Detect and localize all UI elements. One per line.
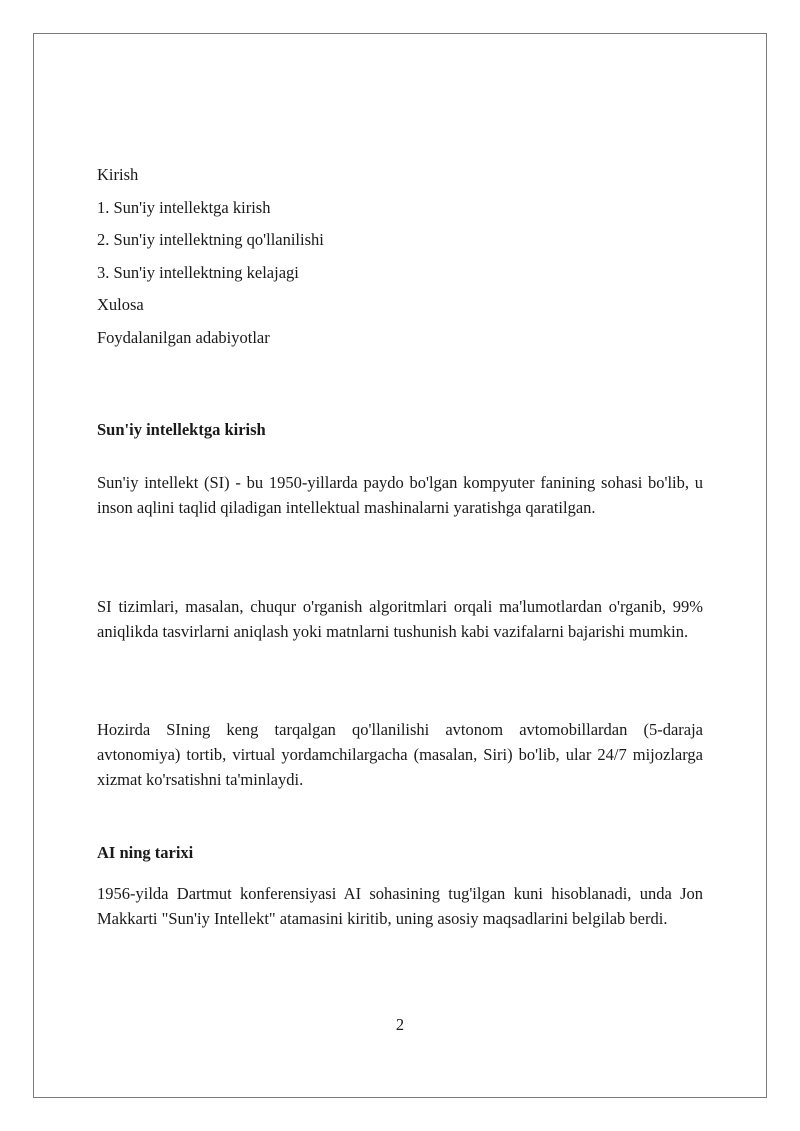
toc-item-xulosa: Xulosa xyxy=(97,295,144,314)
paragraph-intro-1: Sun'iy intellekt (SI) - bu 1950-yillarda paydo bo'lgan kompyuter fanining sohasi bo'lib, u inson aqlini taqlid qiladigan intellektual mashinalarni yaratishga qaratilgan. xyxy=(97,473,703,517)
toc-item-adabiyotlar: Foydalanilgan adabiyotlar xyxy=(97,327,270,347)
section-heading-intro: Sun'iy intellektga kirish xyxy=(97,420,266,439)
toc-item-1: 1. Sun'iy intellektga kirish xyxy=(97,197,271,217)
paragraph-intro-3: Hozirda SIning keng tarqalgan qo'llanilishi avtonom avtomobillardan (5-daraja avtonomiya) tortib, virtual yordamchilargacha (masalan, Siri) bo'lib, ular 24/7 mijozlarga xizmat ko'rsatishni ta'minlaydi. xyxy=(97,720,703,789)
paragraph-intro-2: SI tizimlari, masalan, chuqur o'rganish algoritmlari orqali ma'lumotlardan o'rganib, 99% aniqlikda tasvirlarni aniqlash yoki matnlarni tushunish kabi vazifalarni bajarishi mumkin. xyxy=(97,597,703,641)
toc-item-2: 2. Sun'iy intellektning qo'llanilishi xyxy=(97,230,324,249)
toc-item-kirish: Kirish xyxy=(97,165,139,184)
paragraph-history-1: 1956-yilda Dartmut konferensiyasi AI sohasining tug'ilgan kuni hisoblanadi, unda Jon Makkarti "Sun'iy Intellekt" atamasini kiritib, uning asosiy maqsadlarini belgilab berdi. xyxy=(97,884,703,928)
section-heading-history: AI ning tarixi xyxy=(97,843,194,862)
toc-item-3: 3. Sun'iy intellektning kelajagi xyxy=(97,262,299,282)
page-number: 2 xyxy=(395,1015,405,1034)
table-of-contents xyxy=(97,159,703,354)
